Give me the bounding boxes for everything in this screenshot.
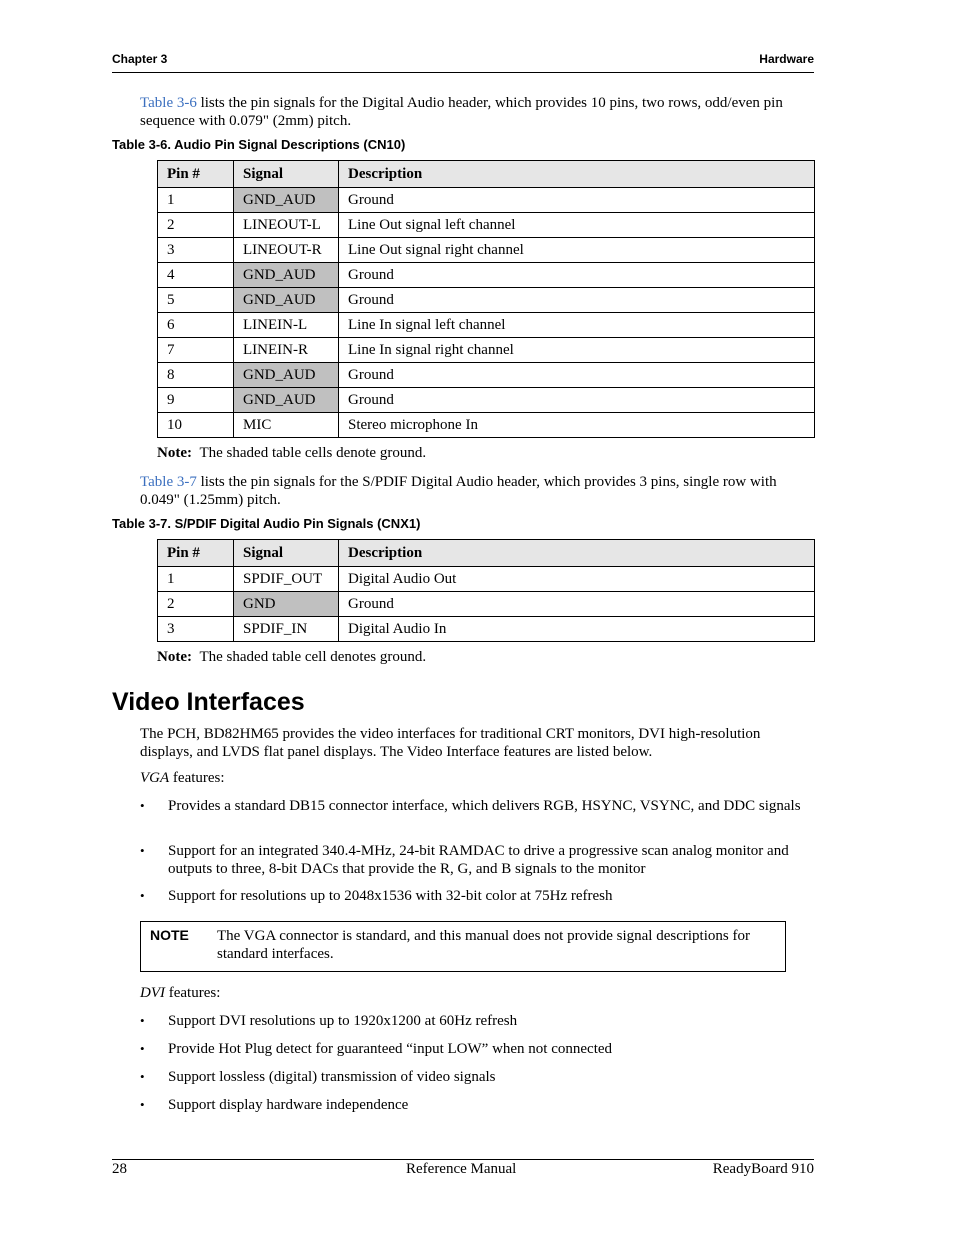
product-name: ReadyBoard 910	[712, 1161, 814, 1177]
col-pin: Pin #	[158, 161, 234, 188]
signal-cell: MIC	[234, 413, 339, 438]
signal-cell: GND_AUD	[234, 363, 339, 388]
table-row	[158, 313, 815, 338]
pin-cell: 7	[158, 338, 234, 363]
pin-cell: 6	[158, 313, 234, 338]
note-text: The VGA connector is standard, and this manual does not provide signal descriptions for standard interfaces.	[217, 928, 750, 962]
bullet-icon: •	[140, 798, 145, 813]
list-item: • Support DVI resolutions up to 1920x1200 at 60Hz refresh	[140, 1013, 518, 1029]
signal-cell: SPDIF_IN	[234, 617, 339, 642]
description-cell: Ground	[339, 592, 815, 617]
col-signal: Signal	[234, 540, 339, 567]
pin-cell: 1	[158, 567, 234, 592]
table-row	[158, 592, 815, 617]
table-2-note: Note: The shaded table cell denotes ground.	[157, 649, 427, 665]
section-heading: Video Interfaces	[112, 688, 305, 716]
bullet-icon: •	[140, 1041, 145, 1056]
intro-paragraph-2: Table 3-7 lists the pin signals for the S/PDIF Digital Audio header, which provides 3 pins, single row with 0.049" (1.25mm) pitch.	[140, 474, 777, 508]
table-1-caption: Table 3-6. Audio Pin Signal Descriptions (CN10)	[112, 137, 406, 152]
col-signal: Signal	[234, 161, 339, 188]
table-row	[158, 617, 815, 642]
signal-cell: SPDIF_OUT	[234, 567, 339, 592]
description-cell: Line In signal right channel	[339, 338, 815, 363]
pin-cell: 8	[158, 363, 234, 388]
description-cell: Ground	[339, 263, 815, 288]
signal-cell: GND_AUD	[234, 263, 339, 288]
description-cell: Ground	[339, 388, 815, 413]
table-header-row	[158, 540, 815, 567]
pin-cell: 3	[158, 238, 234, 263]
pin-cell: 3	[158, 617, 234, 642]
table-row	[158, 338, 815, 363]
page-footer	[112, 1159, 814, 1177]
description-cell: Ground	[339, 288, 815, 313]
pin-cell: 2	[158, 213, 234, 238]
description-cell: Ground	[339, 363, 815, 388]
table-row	[158, 213, 815, 238]
chapter-label: Chapter 3	[112, 52, 168, 66]
note-label: NOTE	[150, 927, 189, 943]
document-title: Reference Manual	[406, 1161, 517, 1177]
signal-cell: LINEIN-L	[234, 313, 339, 338]
bullet-icon: •	[140, 1097, 145, 1112]
spdif-pin-table	[157, 539, 815, 642]
description-cell: Digital Audio In	[339, 617, 815, 642]
table-row	[158, 188, 815, 213]
description-cell: Line Out signal left channel	[339, 213, 815, 238]
list-item: • Provide Hot Plug detect for guaranteed “input LOW” when not connected	[140, 1041, 613, 1057]
table-row	[158, 363, 815, 388]
signal-cell: GND_AUD	[234, 188, 339, 213]
pin-cell: 1	[158, 188, 234, 213]
page-number: 28	[112, 1161, 127, 1177]
table-header-row	[158, 161, 815, 188]
table-1-note: Note: The shaded table cells denote ground.	[157, 445, 427, 461]
audio-pin-table	[157, 160, 815, 438]
page-header	[112, 52, 814, 73]
signal-cell: LINEIN-R	[234, 338, 339, 363]
description-cell: Ground	[339, 188, 815, 213]
table-row	[158, 567, 815, 592]
table-3-7-link[interactable]: Table 3-7	[140, 474, 197, 490]
signal-cell: LINEOUT-R	[234, 238, 339, 263]
bullet-icon: •	[140, 888, 145, 903]
pin-cell: 10	[158, 413, 234, 438]
signal-cell: LINEOUT-L	[234, 213, 339, 238]
table-row	[158, 388, 815, 413]
section-label: Hardware	[759, 52, 814, 66]
vga-features-label: VGA features:	[140, 770, 225, 786]
pin-cell: 9	[158, 388, 234, 413]
pin-cell: 4	[158, 263, 234, 288]
list-item: • Support for an integrated 340.4-MHz, 24-bit RAMDAC to drive a progressive scan analog monitor and outputs to three, 8-bit DACs that provide the R, G, and B signals to the monitor	[140, 843, 789, 877]
table-row	[158, 263, 815, 288]
list-item: • Support display hardware independence	[140, 1097, 409, 1113]
pin-cell: 5	[158, 288, 234, 313]
table-row	[158, 238, 815, 263]
col-description: Description	[339, 540, 815, 567]
bullet-icon: •	[140, 1013, 145, 1028]
description-cell: Digital Audio Out	[339, 567, 815, 592]
bullet-icon: •	[140, 843, 145, 858]
intro-paragraph-1: Table 3-6 lists the pin signals for the Digital Audio header, which provides 10 pins, two rows, odd/even pin sequence with 0.079" (2mm) pitch.	[140, 95, 783, 129]
signal-cell: GND	[234, 592, 339, 617]
signal-cell: GND_AUD	[234, 288, 339, 313]
note-box	[140, 921, 786, 972]
dvi-features-label: DVI features:	[140, 985, 221, 1001]
table-row	[158, 288, 815, 313]
description-cell: Line Out signal right channel	[339, 238, 815, 263]
table-row	[158, 413, 815, 438]
table-3-6-link[interactable]: Table 3-6	[140, 95, 197, 111]
bullet-icon: •	[140, 1069, 145, 1084]
col-pin: Pin #	[158, 540, 234, 567]
list-item: • Provides a standard DB15 connector interface, which delivers RGB, HSYNC, VSYNC, and DDC signals	[140, 798, 801, 814]
description-cell: Line In signal left channel	[339, 313, 815, 338]
pin-cell: 2	[158, 592, 234, 617]
description-cell: Stereo microphone In	[339, 413, 815, 438]
list-item: • Support lossless (digital) transmission of video signals	[140, 1069, 496, 1085]
video-intro: The PCH, BD82HM65 provides the video interfaces for traditional CRT monitors, DVI high-resolution displays, and LVDS flat panel displays. The Video Interface features are listed below.	[140, 726, 761, 760]
list-item: • Support for resolutions up to 2048x1536 with 32-bit color at 75Hz refresh	[140, 888, 613, 904]
table-2-caption: Table 3-7. S/PDIF Digital Audio Pin Signals (CNX1)	[112, 516, 421, 531]
signal-cell: GND_AUD	[234, 388, 339, 413]
col-description: Description	[339, 161, 815, 188]
